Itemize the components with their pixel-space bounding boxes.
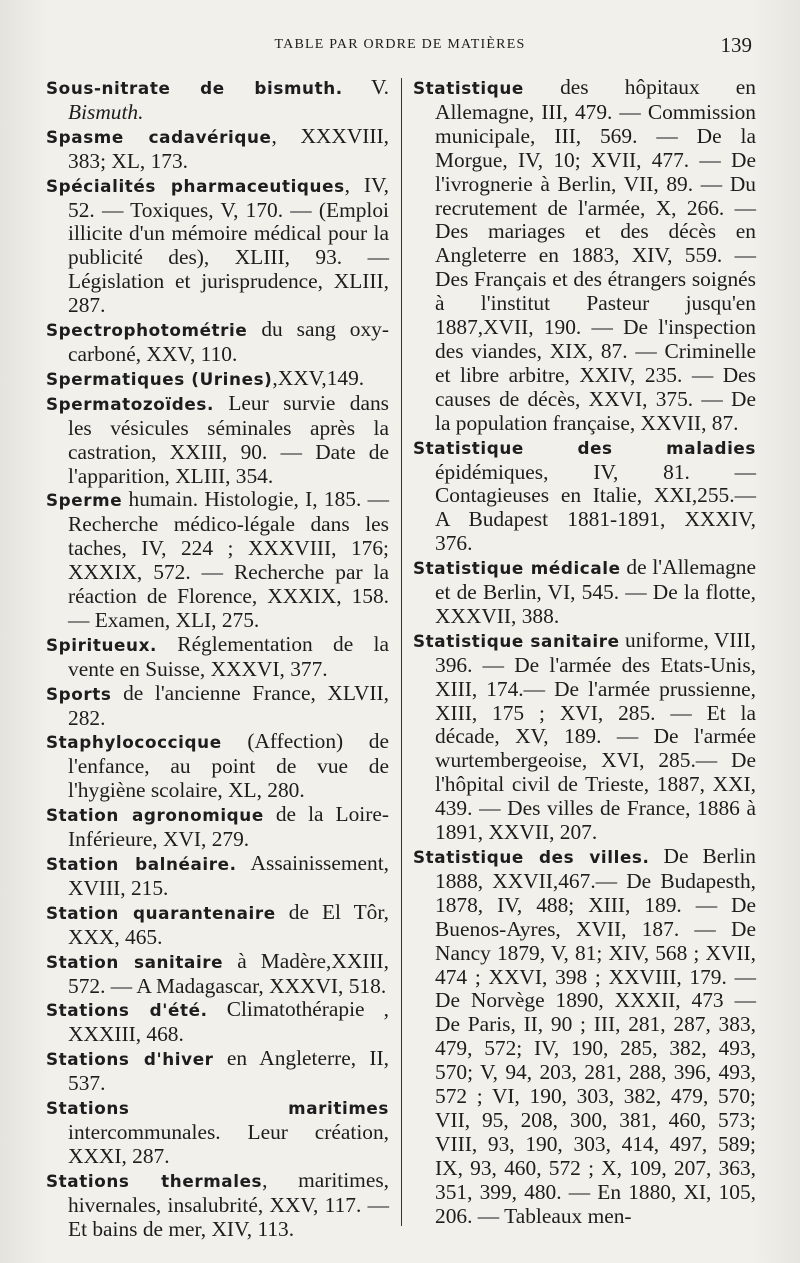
entry-text: De Berlin 1888, XXVII,467.— De Budapesth, 1878, IV, 488; XIII, 189. — De Buenos-Ayres, XVII, 187. — De Nancy 1879, V, 81; XIV, 568 ; XVII, 474 ; XXVI, 398 ; XXVIII, 179. — De Norvège 1890, XXXII, 473 — De Paris, II, 90 ; III, 281, 287, 383, 479, 572; IV, 190, 285, 382, 493, 570; V, 94, 203, 281, 288, 396, 493, 572 ; VI, 190, 303, 382, 479, 570; VII, 95, 208, 300, 381, 460, 573; VIII, 93, 190, 303, 414, 497, 589; IX, 93, 460, 572 ; X, 109, 207, 363, 351, 399, 480. — En 1880, XI, 105, 206. — Tableaux men-: [435, 844, 756, 1228]
entry-text: Leur survie dans les vésicules séminales après la castration, XXIII, 90. — Date de l'apparition, XLIII, 354.: [68, 390, 389, 488]
index-entry: [46, 1047, 389, 1096]
entry-text: épidémiques, IV, 81. — Contagieuses en Italie, XXI,255.— A Budapest 1881-1891, XXXIV, 376.: [435, 459, 756, 556]
entry-headword: Statistique des maladies: [413, 437, 756, 458]
entry-headword: Stations maritimes: [46, 1098, 389, 1119]
entry-text: Réglementation de la vente en Suisse, XXXVI, 377.: [68, 631, 389, 681]
index-entry: [46, 488, 389, 632]
entry-headword: Spasme cadavérique: [46, 126, 272, 147]
index-entry: [46, 730, 389, 803]
entry-text: du sang oxy-carboné, XXV, 110.: [68, 317, 389, 366]
index-entry: [46, 392, 389, 489]
entry-text: humain. Histologie, I, 185. —Recherche médico-légale dans les taches, IV, 224 ; XXXVIII, 176; XXXIX, 572. — Recherche par la réaction de Florence, XXXIX, 158. — Examen, XLI, 275.: [68, 487, 389, 632]
index-entry: [46, 125, 389, 174]
index-entry: [46, 682, 389, 731]
entry-headword: Statistique: [413, 78, 524, 98]
index-entry: [46, 367, 389, 392]
entry-text: , XXXVIII, 383; XL, 173.: [68, 123, 389, 173]
entry-headword: Stations thermales: [46, 1170, 263, 1191]
index-entry: [46, 633, 389, 682]
left-column: [46, 76, 389, 1242]
entry-headword: Statistique médicale: [413, 558, 621, 579]
entry-headword: Station balnéaire.: [46, 854, 237, 874]
entry-text: Assainissement, XVIII, 215.: [68, 851, 389, 900]
index-entry: [46, 174, 389, 318]
index-entry: [46, 950, 389, 999]
entry-text: des hôpitaux en Allemagne, III, 479. — Commission municipale, III, 569. — De la Morgue, IV, 10; XVII, 477. — De l'ivrognerie à Berlin, VII, 89. — Du recrutement de l'armée, X, 266. — Des mariages et des décès en Angleterre en 1883, XIV, 559. — Des Français et des étrangers soignés à l'institut Pasteur jusqu'en 1887,XVII, 190. — De l'inspection des viandes, XIX, 87. — Criminelle et libre arbitre, XXIV, 235. — Des causes de décès, XXVI, 375. — De la population française, XXVII, 87.: [435, 75, 756, 435]
entry-text: de l'ancienne France, XLVII, 282.: [68, 680, 389, 730]
entry-text: de l'Allemagne et de Berlin, VI, 545. — De la flotte, XXXVII, 388.: [435, 555, 756, 628]
index-entry: [46, 852, 389, 901]
index-entry: [413, 845, 756, 1229]
index-entry: [46, 998, 389, 1047]
entry-text: uniforme, VIII, 396. — De l'armée des Etats-Unis, XIII, 174.— De l'armée prussienne, XIII, 175 ; XVI, 285. — Et la décade, XV, 189. — De l'armée wurtembergeoise, XVI, 285.— De l'hôpital civil de Trieste, 1887, XXI, 439. — Des villes de France, 1886 à 1891, XXVII, 207.: [435, 627, 756, 845]
right-column: [413, 76, 756, 1229]
entry-headword: Sous-nitrate de bismuth.: [46, 78, 343, 98]
entry-headword: Spécialités pharmaceutiques: [46, 175, 345, 196]
entry-headword: Statistique sanitaire: [413, 630, 620, 651]
index-entry: [46, 1096, 389, 1169]
index-entry: [46, 803, 389, 852]
entry-crossref: Bismuth.: [68, 99, 144, 124]
entry-headword: Sports: [46, 683, 112, 704]
entry-headword: Stations d'hiver: [46, 1049, 214, 1070]
entry-text: , IV, 52. — Toxiques, V, 170. — (Emploi illicite d'un mémoire médical pour la publicité des), XLIII, 93. — Législation et jurisprudence, XLIII, 287.: [68, 172, 389, 318]
entry-headword: Spectrophotométrie: [46, 320, 248, 341]
index-entry: [46, 901, 389, 950]
entry-text: à Madère,XXIII, 572. — A Madagascar, XXXVI, 518.: [68, 948, 389, 998]
page-number: 139: [720, 33, 752, 57]
index-entry: [46, 1169, 389, 1242]
entry-text: Climatothérapie , XXXIII, 468.: [68, 997, 389, 1047]
index-entry: [413, 556, 756, 629]
index-entry: [46, 76, 389, 125]
entry-text: , maritimes, hivernales, insalubrité, XXV, 117. — Et bains de mer, XIV, 113.: [68, 1167, 389, 1241]
entry-text: intercommunales. Leur création, XXXI, 287.: [68, 1119, 389, 1168]
entry-headword: Stations d'été.: [46, 1000, 208, 1021]
entry-text: (Affection) de l'enfance, au point de vue de l'hygiène scolaire, XL, 280.: [68, 729, 389, 803]
entry-headword: Staphylococcique: [46, 732, 222, 753]
entry-headword: Sperme: [46, 490, 123, 511]
index-entry: [413, 76, 756, 436]
entry-headword: Station agronomique: [46, 805, 264, 826]
index-entry: [413, 436, 756, 557]
entry-headword: Station quarantenaire: [46, 902, 276, 923]
entry-text: ,XXV,149.: [272, 365, 365, 390]
entry-text: V.: [342, 75, 389, 99]
entry-text: en Angleterre, II, 537.: [68, 1046, 389, 1096]
entry-text: de la Loire-Inférieure, XVI, 279.: [68, 802, 389, 852]
index-entry: [46, 318, 389, 367]
running-title: TABLE PAR ORDRE DE MATIÈRES: [274, 37, 526, 52]
entry-headword: Statistique des villes.: [413, 847, 650, 867]
entry-headword: Station sanitaire: [46, 951, 224, 972]
index-entry: [413, 629, 756, 845]
column-divider: [401, 78, 402, 1226]
entry-headword: Spermatozoïdes.: [46, 393, 214, 414]
entry-text: de El Tôr, XXX, 465.: [68, 899, 389, 949]
entry-headword: Spermatiques (Urines): [46, 368, 273, 389]
entry-headword: Spiritueux.: [46, 634, 157, 655]
